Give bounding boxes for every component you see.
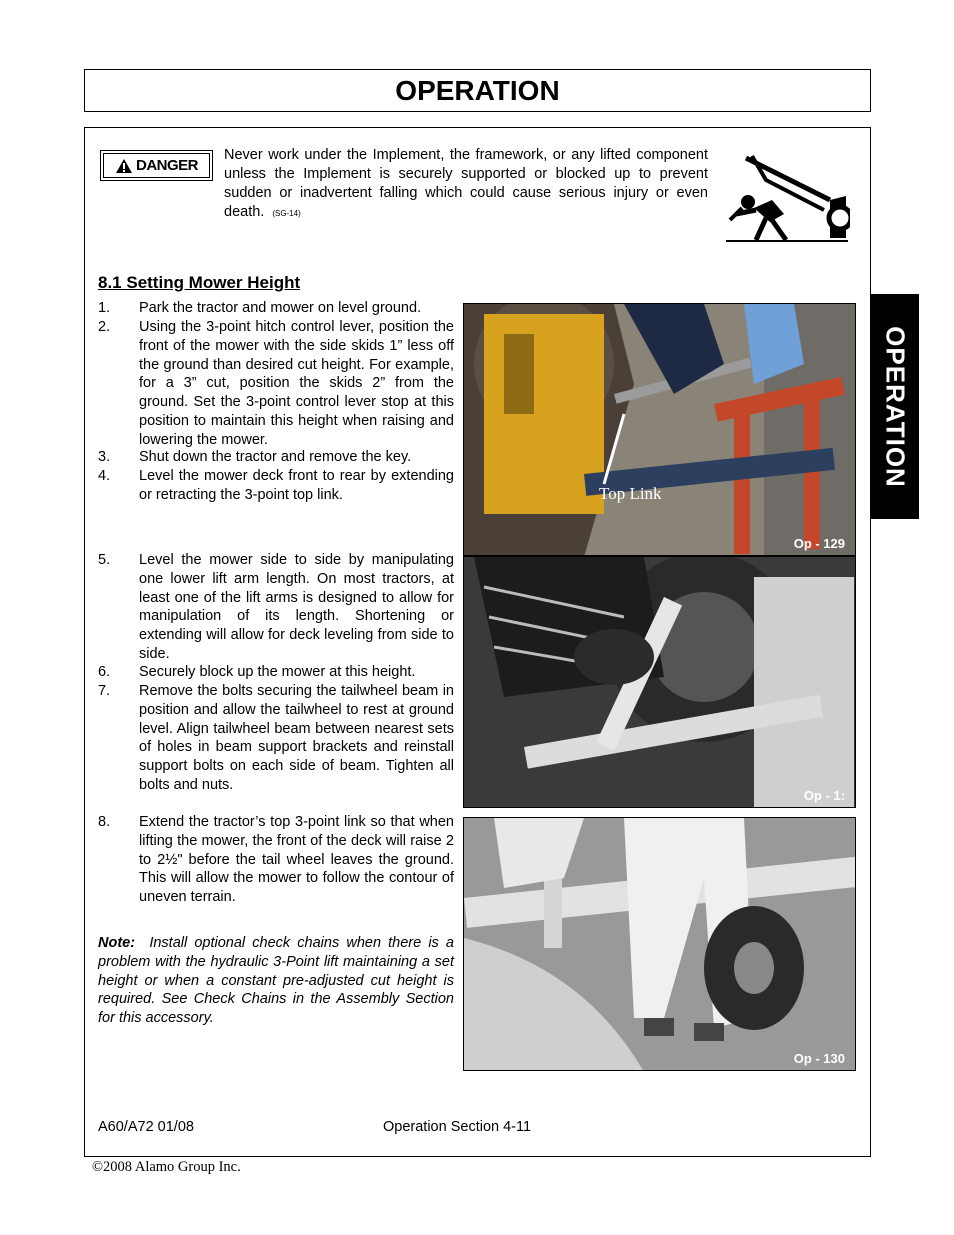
crush-hazard-icon: [726, 152, 850, 244]
step-number: 2.: [98, 319, 111, 335]
step-number: 4.: [98, 468, 111, 484]
list-item: [98, 467, 454, 505]
photo-label: Op - 130: [793, 1051, 845, 1066]
note-label: Note:: [98, 935, 136, 951]
step-number: 5.: [98, 552, 111, 568]
danger-message-text: Never work under the Implement, the framework, or any lifted component unless the Implement is securely supported or blocked up to prevent sudden or inadvertent falling which could cause serious injury or even death.: [224, 147, 708, 220]
photo-lift-arm: [463, 556, 856, 808]
section-side-tab: [870, 294, 919, 519]
warning-triangle-icon: [115, 158, 133, 174]
list-item: [98, 299, 454, 318]
danger-message: [224, 146, 708, 223]
list-item: [98, 448, 454, 467]
photo-label: Op - 1:: [803, 788, 845, 803]
step-number: 8.: [98, 814, 111, 830]
top-link-callout: Top Link: [599, 484, 662, 503]
step-number: 1.: [98, 300, 111, 316]
side-tab-label: OPERATION: [880, 325, 910, 488]
note: [98, 934, 454, 1028]
note-text: Install optional check chains when there is a problem with the hydraulic 3-Point lift maintaining a set height or when a constant pre-adjusted cut height is required. See Check Chains in the Assembly Section for this accessory.: [98, 935, 454, 1027]
step-text: Level the mower side to side by manipulating one lower lift arm length. On most tractors, at least one of the lift arms is designed to allow for manipulation of its length. Shortening or extending will allow for deck leveling from side to side.: [139, 552, 454, 662]
danger-badge: [100, 150, 213, 181]
step-text: Level the mower deck front to rear by extending or retracting the 3-point top link.: [139, 468, 454, 503]
page-title: OPERATION: [395, 75, 560, 106]
danger-label: DANGER: [135, 157, 198, 174]
photo-label: Op - 129: [793, 536, 845, 551]
copyright: ©2008 Alamo Group Inc.: [92, 1159, 241, 1175]
list-item: [98, 318, 454, 450]
step-number: 3.: [98, 449, 111, 465]
photo-top-link: [463, 303, 856, 556]
section-title: 8.1 Setting Mower Height: [98, 273, 301, 292]
danger-code: (SG-14): [272, 209, 301, 218]
step-number: 6.: [98, 664, 111, 680]
list-item: [98, 682, 454, 795]
step-text: Park the tractor and mower on level ground.: [139, 300, 422, 316]
step-text: Shut down the tractor and remove the key.: [139, 449, 412, 465]
photo-tail-wheel: [463, 817, 856, 1071]
step-number: 7.: [98, 683, 111, 699]
step-text: Securely block up the mower at this height.: [139, 664, 416, 680]
footer-model: A60/A72 01/08: [98, 1119, 194, 1135]
step-text: Remove the bolts securing the tailwheel beam in position and allow the tailwheel to rest at ground level. Align tailwheel beam between nearest sets of holes in beam support brackets and reinstall support bolts on each side of beam. Tighten all bolts and nuts.: [139, 683, 454, 793]
list-item: [98, 551, 454, 664]
step-text: Extend the tractor’s top 3-point link so that when lifting the mower, the front of the deck will raise 2 to 2½" before the tail wheel leaves the ground. This will allow the mower to follow the contour of uneven terrain.: [139, 814, 454, 906]
list-item: [98, 663, 454, 682]
header-box: [84, 69, 871, 112]
list-item: [98, 813, 454, 907]
footer-section: Operation Section 4-11: [383, 1119, 532, 1135]
step-text: Using the 3-point hitch control lever, position the front of the mower with the side skids 1” less off the ground than desired cut height. For example, for a 3” cut, position the skids 2” from the ground. Set the 3-point control lever stop at this position to maintain this height when raising and lowering the mower.: [139, 319, 454, 448]
